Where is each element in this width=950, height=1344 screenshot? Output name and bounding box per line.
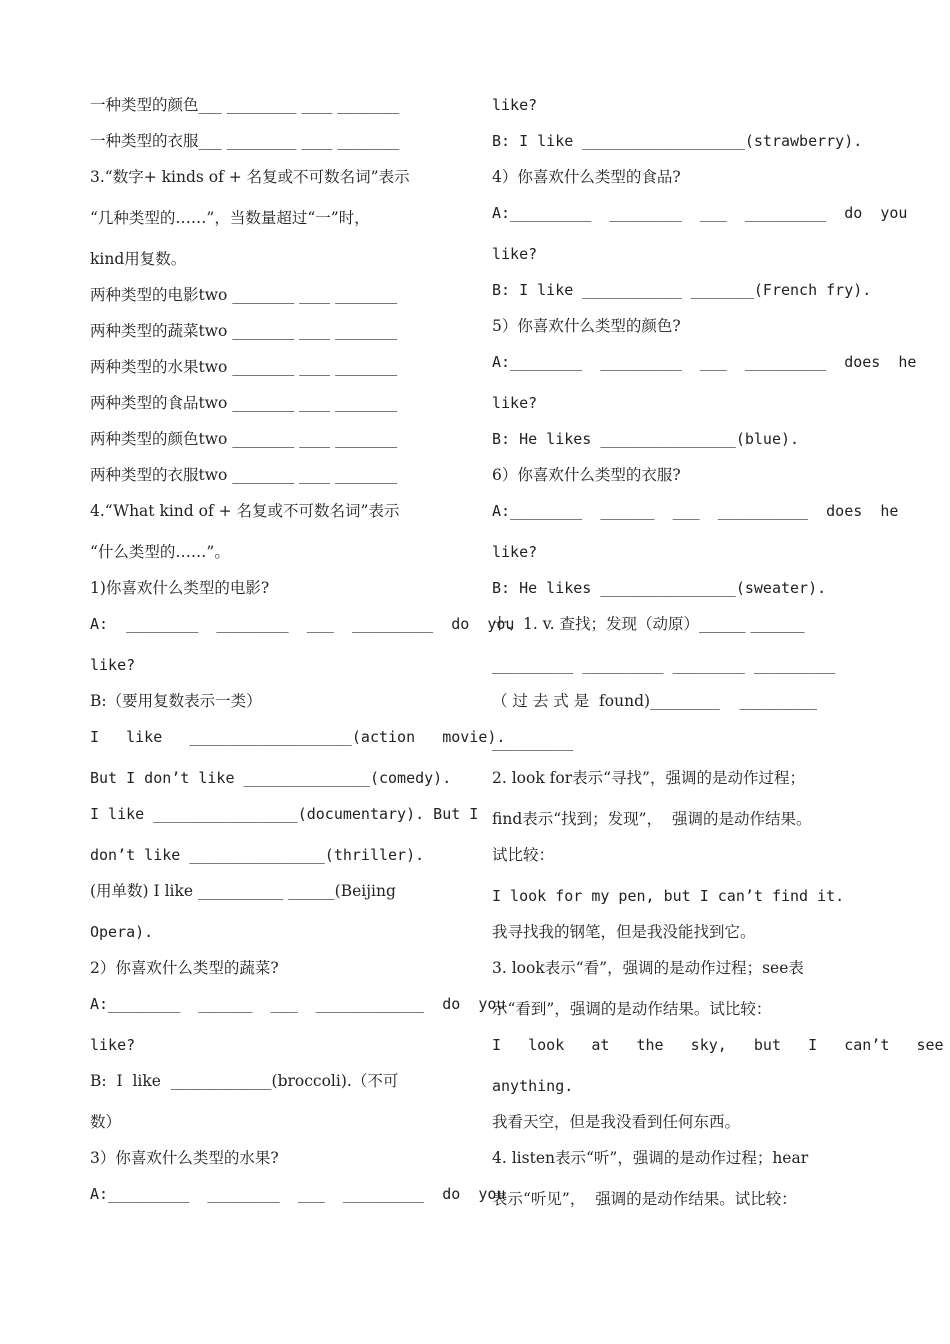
left-text-line: 两种类型的衣服two ________ ____ ________ bbox=[90, 466, 398, 484]
left-text-line: 一种类型的衣服___ _________ ____ ________ bbox=[90, 132, 400, 150]
left-text-line: don’t like _______________(thriller). bbox=[90, 846, 425, 864]
left-text-line: like? bbox=[90, 656, 136, 674]
left-text-line: But I don’t like ______________(comedy). bbox=[90, 769, 452, 787]
left-text-line: Opera). bbox=[90, 923, 154, 941]
left-text-line: 两种类型的电影two ________ ____ ________ bbox=[90, 286, 398, 304]
left-text-line: B: I like _____________(broccoli).（不可 bbox=[90, 1072, 399, 1090]
left-text-line: 3.“数字+ kinds of + 名复或不可数名词”表示 bbox=[90, 168, 410, 186]
left-text-line: (用单数) I like ___________ ______(Beijing bbox=[90, 882, 396, 900]
left-text-line: kind用复数。 bbox=[90, 250, 187, 268]
right-text-line: 4. listen表示“听”，强调的是动作过程；hear bbox=[492, 1149, 809, 1167]
right-text-line: I look at the sky, but I can’t see bbox=[492, 1036, 944, 1054]
left-text-line: 2）你喜欢什么类型的蔬菜? bbox=[90, 959, 279, 977]
right-text-line: 4）你喜欢什么类型的食品? bbox=[492, 168, 681, 186]
right-text-line: like? bbox=[492, 394, 538, 412]
left-text-line: 数） bbox=[90, 1113, 122, 1131]
left-text-line: 3）你喜欢什么类型的水果? bbox=[90, 1149, 279, 1167]
left-text-line: B:（要用复数表示一类） bbox=[90, 692, 262, 710]
right-text-line: 我看天空，但是我没看到任何东西。 bbox=[492, 1113, 741, 1131]
right-text-line: 6）你喜欢什么类型的衣服? bbox=[492, 466, 681, 484]
right-text-line: 我寻找我的钢笔，但是我没能找到它。 bbox=[492, 923, 756, 941]
left-text-line: 两种类型的蔬菜two ________ ____ ________ bbox=[90, 322, 398, 340]
right-text-line: 2. look for表示“寻找”，强调的是动作过程； bbox=[492, 769, 805, 787]
right-text-line: I look for my pen, but I can’t find it. bbox=[492, 887, 845, 905]
left-text-line: A: ________ ________ ___ _________ do you bbox=[90, 615, 515, 633]
right-text-line: B: He likes _______________(blue). bbox=[492, 430, 800, 448]
right-text-line: like? bbox=[492, 245, 538, 263]
right-text-line: A:_________ ________ ___ _________ do you bbox=[492, 204, 908, 222]
right-text-line: A:________ _________ ___ _________ does he bbox=[492, 353, 917, 371]
right-text-line: 十、1. v. 查找；发现（动原）______ _______ bbox=[492, 615, 805, 633]
left-text-line: “几种类型的……”，当数量超过“一”时， bbox=[90, 209, 370, 227]
right-text-line: _________ bbox=[492, 733, 574, 751]
left-text-line: A:________ ______ ___ ____________ do you bbox=[90, 995, 506, 1013]
right-text-line: 表示“听见”， 强调的是动作结果。试比较： bbox=[492, 1190, 797, 1208]
right-text-line: 试比较： bbox=[492, 846, 555, 864]
right-text-line: B: I like ___________ _______(French fry). bbox=[492, 281, 872, 299]
right-text-line: find表示“找到；发现”， 强调的是动作结果。 bbox=[492, 810, 812, 828]
left-text-line: 1)你喜欢什么类型的电影? bbox=[90, 579, 270, 597]
left-text-line: “什么类型的……”。 bbox=[90, 543, 230, 561]
left-text-line: 4.“What kind of + 名复或不可数名词”表示 bbox=[90, 502, 400, 520]
left-text-line: I like ________________(documentary). But I bbox=[90, 805, 479, 823]
right-text-line: like? bbox=[492, 543, 538, 561]
right-text-line: 5）你喜欢什么类型的颜色? bbox=[492, 317, 681, 335]
right-text-line: （ 过 去 式 是 found)_________ __________ bbox=[492, 692, 818, 710]
left-text-line: I like __________________(action movie). bbox=[90, 728, 506, 746]
right-text-line: 示“看到”，强调的是动作结果。试比较： bbox=[492, 1000, 772, 1018]
left-text-line: 两种类型的食品two ________ ____ ________ bbox=[90, 394, 398, 412]
right-text-line: B: He likes _______________(sweater). bbox=[492, 579, 827, 597]
right-text-line: like? bbox=[492, 96, 538, 114]
left-text-line: like? bbox=[90, 1036, 136, 1054]
right-text-line: A:________ ______ ___ __________ does he bbox=[492, 502, 899, 520]
right-text-line: _________ _________ ________ _________ bbox=[492, 656, 836, 674]
left-text-line: 两种类型的颜色two ________ ____ ________ bbox=[90, 430, 398, 448]
left-text-line: 两种类型的水果two ________ ____ ________ bbox=[90, 358, 398, 376]
right-text-line: 3. look表示“看”，强调的是动作过程；see表 bbox=[492, 959, 804, 977]
left-text-line: 一种类型的颜色___ _________ ____ ________ bbox=[90, 96, 400, 114]
right-text-line: anything. bbox=[492, 1077, 574, 1095]
right-text-line: B: I like __________________(strawberry). bbox=[492, 132, 863, 150]
left-text-line: A:_________ ________ ___ _________ do you bbox=[90, 1185, 506, 1203]
